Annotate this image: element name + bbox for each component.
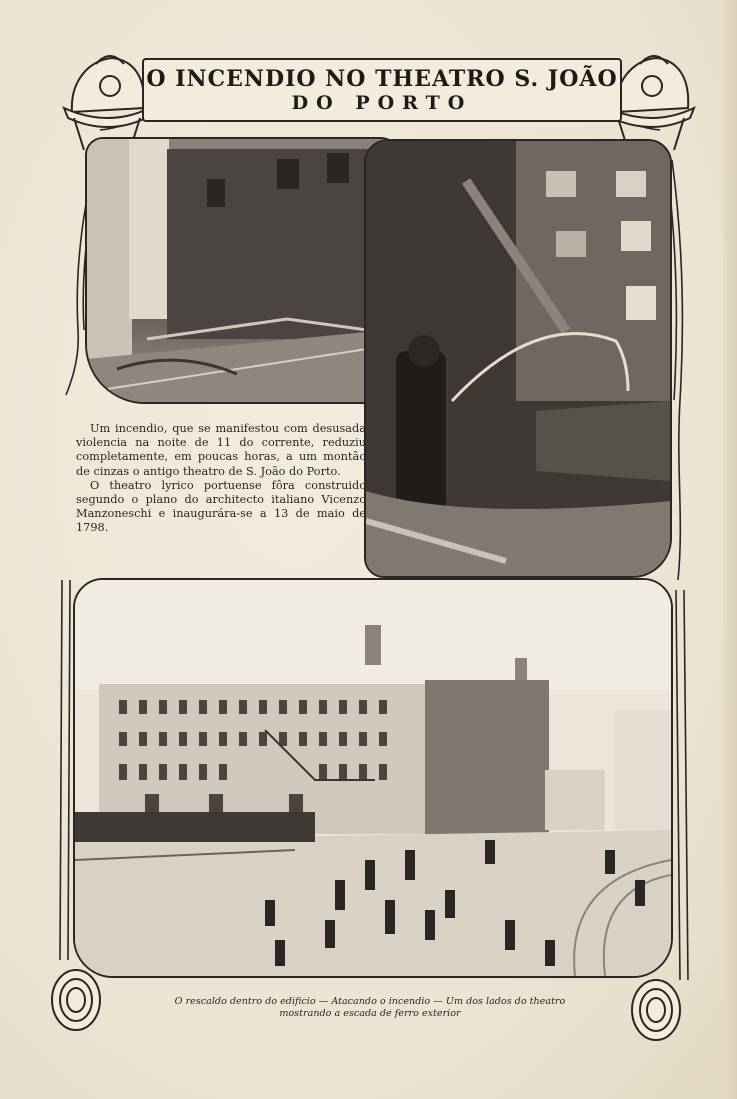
article-paragraph: Um incendio, que se manifestou com desusada violencia na noite de 11 do corrente, reduziu completamente, em poucas horas, a um montão de cinzas o antigo theatro de S. João do Porto.: [76, 422, 366, 478]
page-title: O INCENDIO NO THEATRO S. JOÃO: [146, 66, 618, 92]
title-banner: [142, 58, 622, 122]
article-body: [76, 422, 366, 536]
photo-attacking-fire: [364, 139, 672, 578]
page-subtitle: DO PORTO: [291, 92, 473, 114]
photo-caption: [120, 996, 620, 1020]
photo-ruined-interior: [85, 137, 399, 404]
photo-theatre-exterior: [73, 578, 673, 978]
caption-line: O rescaldo dentro do edificio — Atacando o incendio — Um dos lados do theatro: [174, 996, 566, 1007]
article-paragraph: O theatro lyrico portuense fôra construido segundo o plano do architecto italiano Vicenzo Manzoneschi e inaugurára-se a 13 de maio de 1798.: [76, 478, 366, 535]
caption-line: mostrando a escada de ferro exterior: [279, 1008, 461, 1019]
